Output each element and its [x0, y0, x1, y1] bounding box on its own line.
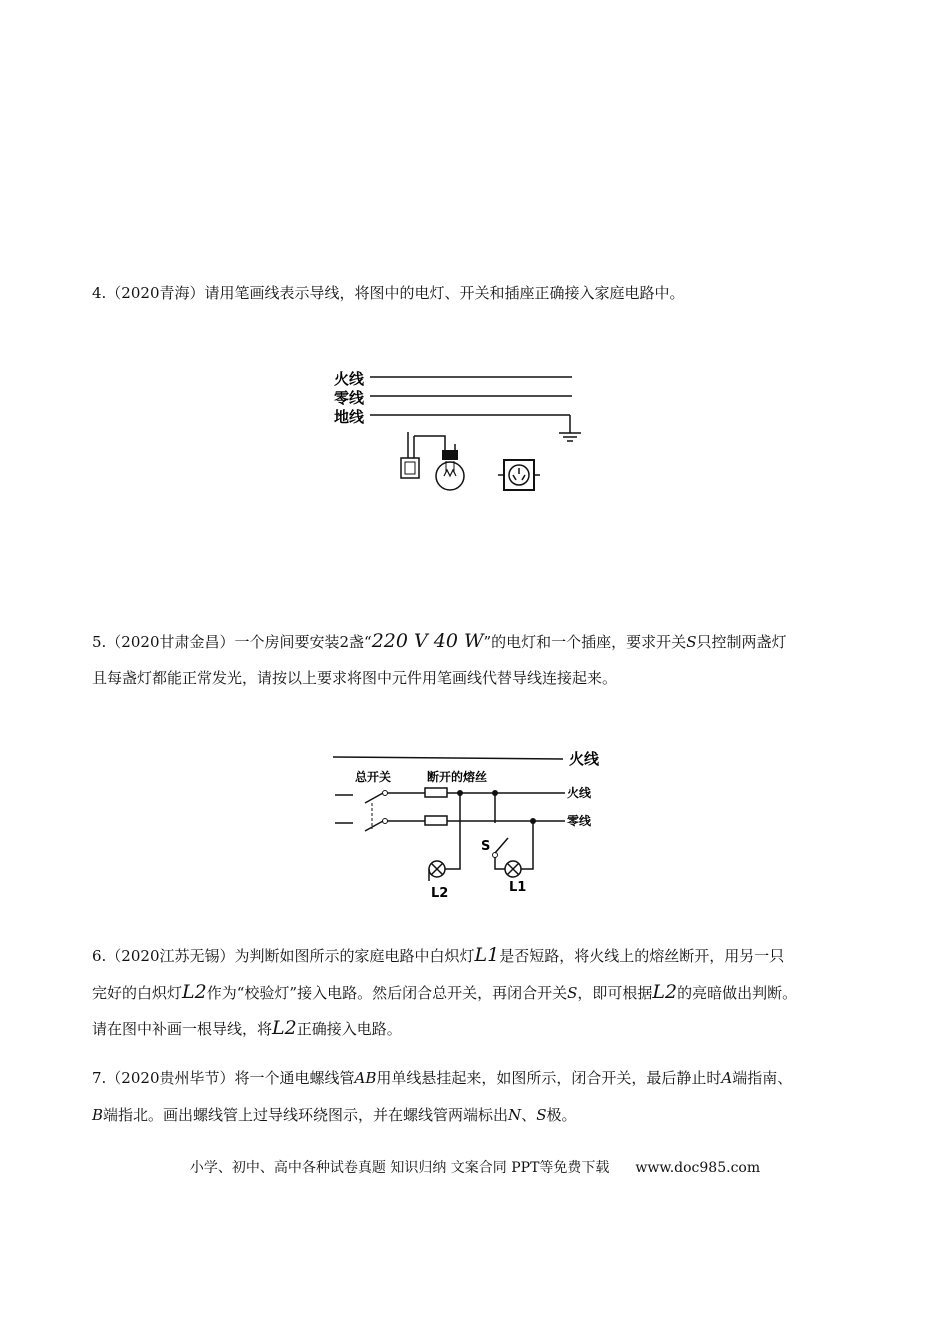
switch-s-icon — [493, 793, 509, 858]
var-l1: L1 — [474, 944, 500, 966]
q7-text-e: 极。 — [546, 1106, 577, 1124]
footer-url[interactable]: www.doc985.com — [635, 1160, 761, 1176]
q7-sep: 、 — [521, 1106, 537, 1124]
var-ab: AB — [354, 1069, 377, 1087]
q7-text-b: 用单线悬挂起来，如图所示，闭合开关，最后静止时 — [376, 1069, 722, 1087]
question-7-line-1 — [92, 1068, 792, 1088]
wall-switch-icon — [401, 432, 419, 478]
var-a: A — [721, 1069, 733, 1087]
var-l2-c: L2 — [272, 1017, 297, 1039]
label-l1: L1 — [509, 880, 527, 895]
q7-text-d: 端指北。画出螺线管上过导线环绕图示，并在螺线管两端标出 — [103, 1106, 509, 1124]
q7-text-c: 端指南、 — [732, 1069, 793, 1087]
q6-text-e: ，即可根据 — [577, 984, 653, 1002]
switch-variable: S — [686, 633, 697, 651]
label-live: 火线 — [567, 786, 592, 800]
lamp-l1-icon — [505, 861, 521, 877]
q6-text-c: 完好的白炽灯 — [92, 984, 183, 1002]
question-6-line-1 — [92, 945, 784, 966]
lamp-l2-icon — [429, 861, 445, 877]
light-bulb-icon — [414, 436, 464, 490]
var-s: S — [567, 984, 578, 1002]
q5-text-line2: 且每盏灯都能正常发光，请按以上要求将图中元件用笔画线代替导线连接起来。 — [92, 669, 618, 687]
main-switch-icon — [335, 791, 388, 832]
q6-text-h: 正确接入电路。 — [296, 1020, 402, 1038]
var-b: B — [92, 1106, 104, 1124]
label-l2: L2 — [431, 886, 449, 901]
q6-text-g: 请在图中补画一根导线，将 — [92, 1020, 273, 1038]
top-live-wire-line — [333, 757, 563, 759]
fuse-icon — [425, 816, 447, 825]
q6-text-b: 是否短路，将火线上的熔丝断开，用另一只 — [499, 947, 785, 965]
var-s-pole: S — [536, 1106, 547, 1124]
var-l2-a: L2 — [182, 981, 207, 1003]
label-neutral-wire: 零线 — [334, 389, 365, 407]
q6-text-a: 6.（2020江苏无锡）为判断如图所示的家庭电路中白炽灯 — [92, 947, 475, 965]
three-pin-socket-icon — [498, 460, 540, 490]
q5-text-a: 5.（2020甘肃金昌）一个房间要安装2盏“ — [92, 633, 372, 651]
q6-text-f: 的亮暗做出判断。 — [677, 984, 798, 1002]
label-s: S — [481, 839, 491, 854]
q7-text-a: 7.（2020贵州毕节）将一个通电螺线管 — [92, 1069, 355, 1087]
q6-text-d: 作为“校验灯”接入电路。然后闭合总开关，再闭合开关 — [206, 984, 568, 1002]
label-ground-wire: 地线 — [334, 408, 365, 426]
q5-text-b: ”的电灯和一个插座，要求开关 — [483, 633, 687, 651]
question-5-line-2 — [92, 668, 617, 688]
question-6-line-2 — [92, 982, 797, 1003]
label-neutral: 零线 — [567, 814, 592, 828]
footer-text: 小学、初中、高中各种试卷真题 知识归纳 文案合同 PPT等免费下载 — [189, 1160, 610, 1176]
question-6-line-3 — [92, 1018, 402, 1039]
label-live-wire: 火线 — [334, 370, 365, 388]
figure-q6-circuit — [325, 745, 615, 905]
question-4-text: 4.（2020青海）请用笔画线表示导线，将图中的电灯、开关和插座正确接入家庭电路中。 — [92, 284, 685, 302]
rating-value: 220 V 40 W — [371, 630, 484, 652]
label-broken-fuse: 断开的熔丝 — [427, 770, 488, 784]
var-l2-b: L2 — [652, 981, 678, 1003]
footer — [0, 1157, 950, 1177]
label-top-live: 火线 — [569, 750, 600, 768]
figure-q4-circuit — [330, 362, 590, 502]
var-n: N — [508, 1106, 522, 1124]
question-5-line-1 — [92, 631, 786, 652]
question-4 — [92, 283, 685, 303]
label-main-switch: 总开关 — [355, 770, 392, 784]
question-7-line-2 — [92, 1105, 576, 1125]
q5-text-c: 只控制两盏灯 — [696, 633, 787, 651]
broken-fuse-icon — [425, 788, 447, 797]
ground-symbol-icon — [559, 415, 581, 441]
